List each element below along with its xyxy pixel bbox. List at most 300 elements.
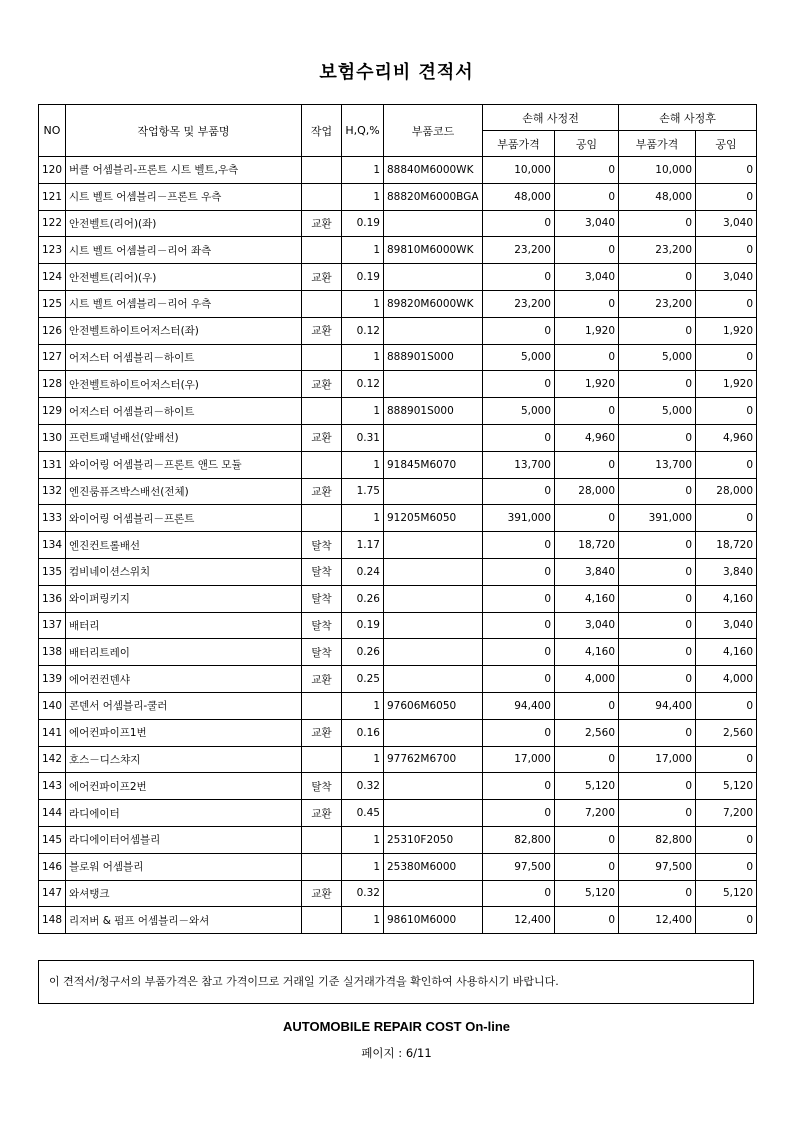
row-before-part-price: 0 bbox=[483, 210, 555, 237]
row-no: 139 bbox=[39, 666, 66, 693]
row-before-labor: 3,040 bbox=[555, 210, 619, 237]
row-before-part-price: 82,800 bbox=[483, 826, 555, 853]
row-before-labor: 4,000 bbox=[555, 666, 619, 693]
row-after-part-price: 5,000 bbox=[619, 398, 696, 425]
row-before-labor: 0 bbox=[555, 826, 619, 853]
row-item-name: 에어컨컨덴샤 bbox=[66, 666, 302, 693]
row-work-type bbox=[302, 451, 342, 478]
row-no: 140 bbox=[39, 692, 66, 719]
row-before-part-price: 0 bbox=[483, 478, 555, 505]
row-after-part-price: 17,000 bbox=[619, 746, 696, 773]
row-before-part-price: 0 bbox=[483, 880, 555, 907]
row-after-part-price: 0 bbox=[619, 210, 696, 237]
row-part-code: 888901S000 bbox=[384, 344, 483, 371]
row-before-labor: 4,160 bbox=[555, 585, 619, 612]
row-hq: 1 bbox=[342, 826, 384, 853]
row-work-type: 탈착 bbox=[302, 639, 342, 666]
row-before-labor: 4,160 bbox=[555, 639, 619, 666]
row-item-name: 프런트패널배선(앞배선) bbox=[66, 424, 302, 451]
row-work-type: 탈착 bbox=[302, 612, 342, 639]
row-hq: 0.32 bbox=[342, 773, 384, 800]
row-after-labor: 3,040 bbox=[696, 612, 757, 639]
row-after-labor: 5,120 bbox=[696, 880, 757, 907]
row-after-part-price: 10,000 bbox=[619, 157, 696, 184]
row-work-type: 탈착 bbox=[302, 585, 342, 612]
row-no: 138 bbox=[39, 639, 66, 666]
row-hq: 1.75 bbox=[342, 478, 384, 505]
row-no: 142 bbox=[39, 746, 66, 773]
row-after-labor: 3,040 bbox=[696, 210, 757, 237]
table-row bbox=[39, 907, 757, 934]
row-hq: 0.24 bbox=[342, 558, 384, 585]
row-after-labor: 0 bbox=[696, 907, 757, 934]
row-hq: 1 bbox=[342, 344, 384, 371]
row-before-part-price: 23,200 bbox=[483, 290, 555, 317]
row-work-type: 교환 bbox=[302, 371, 342, 398]
table-row bbox=[39, 853, 757, 880]
row-after-labor: 4,000 bbox=[696, 666, 757, 693]
table-row bbox=[39, 344, 757, 371]
row-after-labor: 0 bbox=[696, 746, 757, 773]
row-work-type bbox=[302, 237, 342, 264]
row-hq: 1 bbox=[342, 692, 384, 719]
row-no: 146 bbox=[39, 853, 66, 880]
header-code: 부품코드 bbox=[384, 105, 483, 157]
row-part-code bbox=[384, 317, 483, 344]
row-after-labor: 0 bbox=[696, 157, 757, 184]
table-row bbox=[39, 505, 757, 532]
row-after-part-price: 0 bbox=[619, 371, 696, 398]
row-part-code: 91845M6070 bbox=[384, 451, 483, 478]
row-item-name: 배터리 bbox=[66, 612, 302, 639]
estimate-table bbox=[38, 104, 757, 934]
row-work-type: 탈착 bbox=[302, 558, 342, 585]
row-before-part-price: 0 bbox=[483, 773, 555, 800]
table-row bbox=[39, 317, 757, 344]
row-before-labor: 0 bbox=[555, 398, 619, 425]
row-work-type bbox=[302, 344, 342, 371]
row-part-code: 89820M6000WK bbox=[384, 290, 483, 317]
row-no: 126 bbox=[39, 317, 66, 344]
row-after-part-price: 5,000 bbox=[619, 344, 696, 371]
row-after-labor: 7,200 bbox=[696, 800, 757, 827]
header-after-labor: 공임 bbox=[696, 131, 757, 157]
table-row bbox=[39, 666, 757, 693]
table-row bbox=[39, 558, 757, 585]
table-row bbox=[39, 210, 757, 237]
table-header bbox=[39, 105, 757, 157]
row-before-labor: 0 bbox=[555, 692, 619, 719]
row-before-labor: 28,000 bbox=[555, 478, 619, 505]
row-part-code: 91205M6050 bbox=[384, 505, 483, 532]
row-hq: 1 bbox=[342, 505, 384, 532]
header-no: NO bbox=[39, 105, 66, 157]
row-hq: 0.31 bbox=[342, 424, 384, 451]
row-item-name: 와이어링 어셈블리－프론트 앤드 모듈 bbox=[66, 451, 302, 478]
row-before-labor: 0 bbox=[555, 237, 619, 264]
row-item-name: 안전벨트하이트어저스터(좌) bbox=[66, 317, 302, 344]
row-part-code bbox=[384, 558, 483, 585]
row-work-type: 교환 bbox=[302, 317, 342, 344]
row-after-part-price: 0 bbox=[619, 585, 696, 612]
row-item-name: 콘덴서 어셈블리-쿨러 bbox=[66, 692, 302, 719]
table-row bbox=[39, 424, 757, 451]
header-before-assessment: 손해 사정전 bbox=[483, 105, 619, 131]
table-row bbox=[39, 237, 757, 264]
header-item: 작업항목 및 부품명 bbox=[66, 105, 302, 157]
row-no: 131 bbox=[39, 451, 66, 478]
row-hq: 0.19 bbox=[342, 264, 384, 291]
row-before-labor: 0 bbox=[555, 183, 619, 210]
table-row bbox=[39, 157, 757, 184]
table-row bbox=[39, 800, 757, 827]
row-before-part-price: 0 bbox=[483, 532, 555, 559]
row-work-type: 교환 bbox=[302, 264, 342, 291]
row-before-labor: 5,120 bbox=[555, 773, 619, 800]
row-after-part-price: 0 bbox=[619, 719, 696, 746]
row-work-type: 교환 bbox=[302, 478, 342, 505]
row-hq: 0.25 bbox=[342, 666, 384, 693]
row-before-part-price: 0 bbox=[483, 666, 555, 693]
row-item-name: 배터리트레이 bbox=[66, 639, 302, 666]
row-item-name: 블로워 어셈블리 bbox=[66, 853, 302, 880]
table-row bbox=[39, 692, 757, 719]
row-item-name: 에어컨파이프2번 bbox=[66, 773, 302, 800]
row-before-labor: 7,200 bbox=[555, 800, 619, 827]
row-no: 128 bbox=[39, 371, 66, 398]
row-no: 127 bbox=[39, 344, 66, 371]
row-item-name: 안전벨트(리어)(우) bbox=[66, 264, 302, 291]
row-before-part-price: 48,000 bbox=[483, 183, 555, 210]
table-row bbox=[39, 585, 757, 612]
row-after-part-price: 23,200 bbox=[619, 290, 696, 317]
row-hq: 1 bbox=[342, 290, 384, 317]
row-item-name: 컴비네이션스위치 bbox=[66, 558, 302, 585]
row-part-code: 25310F2050 bbox=[384, 826, 483, 853]
row-work-type: 교환 bbox=[302, 719, 342, 746]
row-no: 130 bbox=[39, 424, 66, 451]
row-before-part-price: 0 bbox=[483, 612, 555, 639]
row-after-part-price: 0 bbox=[619, 558, 696, 585]
row-before-part-price: 97,500 bbox=[483, 853, 555, 880]
table-row bbox=[39, 290, 757, 317]
row-part-code bbox=[384, 666, 483, 693]
table-row bbox=[39, 478, 757, 505]
header-before-part-price: 부품가격 bbox=[483, 131, 555, 157]
row-part-code bbox=[384, 880, 483, 907]
row-hq: 1 bbox=[342, 183, 384, 210]
row-no: 124 bbox=[39, 264, 66, 291]
table-row bbox=[39, 880, 757, 907]
row-after-labor: 0 bbox=[696, 290, 757, 317]
header-before-labor: 공임 bbox=[555, 131, 619, 157]
row-after-labor: 18,720 bbox=[696, 532, 757, 559]
row-item-name: 어저스터 어셈블리－하이트 bbox=[66, 344, 302, 371]
row-after-part-price: 391,000 bbox=[619, 505, 696, 532]
row-before-part-price: 0 bbox=[483, 317, 555, 344]
row-before-part-price: 12,400 bbox=[483, 907, 555, 934]
row-after-part-price: 82,800 bbox=[619, 826, 696, 853]
header-after-part-price: 부품가격 bbox=[619, 131, 696, 157]
row-no: 148 bbox=[39, 907, 66, 934]
price-notice: 이 견적서/청구서의 부품가격은 참고 가격이므로 거래일 기준 실거래가격을 확인하여 사용하시기 바랍니다. bbox=[38, 960, 754, 1004]
row-hq: 1 bbox=[342, 451, 384, 478]
row-after-labor: 2,560 bbox=[696, 719, 757, 746]
row-hq: 0.45 bbox=[342, 800, 384, 827]
row-hq: 0.19 bbox=[342, 612, 384, 639]
row-after-labor: 0 bbox=[696, 692, 757, 719]
row-before-labor: 4,960 bbox=[555, 424, 619, 451]
row-after-part-price: 12,400 bbox=[619, 907, 696, 934]
row-before-labor: 0 bbox=[555, 505, 619, 532]
row-work-type bbox=[302, 692, 342, 719]
table-row bbox=[39, 746, 757, 773]
row-before-labor: 0 bbox=[555, 853, 619, 880]
table-row bbox=[39, 264, 757, 291]
row-part-code bbox=[384, 532, 483, 559]
row-after-labor: 0 bbox=[696, 853, 757, 880]
row-hq: 1.17 bbox=[342, 532, 384, 559]
row-before-part-price: 0 bbox=[483, 371, 555, 398]
row-item-name: 리저버 & 펌프 어셈블리－와셔 bbox=[66, 907, 302, 934]
row-no: 122 bbox=[39, 210, 66, 237]
row-after-labor: 4,960 bbox=[696, 424, 757, 451]
row-before-part-price: 0 bbox=[483, 585, 555, 612]
row-after-part-price: 0 bbox=[619, 317, 696, 344]
row-after-part-price: 0 bbox=[619, 800, 696, 827]
row-work-type: 교환 bbox=[302, 880, 342, 907]
row-after-part-price: 94,400 bbox=[619, 692, 696, 719]
table-row bbox=[39, 371, 757, 398]
row-item-name: 안전벨트하이트어저스터(우) bbox=[66, 371, 302, 398]
row-after-labor: 0 bbox=[696, 344, 757, 371]
row-work-type: 교환 bbox=[302, 424, 342, 451]
row-after-labor: 28,000 bbox=[696, 478, 757, 505]
row-part-code bbox=[384, 719, 483, 746]
row-part-code: 97762M6700 bbox=[384, 746, 483, 773]
row-no: 129 bbox=[39, 398, 66, 425]
row-before-labor: 1,920 bbox=[555, 317, 619, 344]
row-before-part-price: 23,200 bbox=[483, 237, 555, 264]
row-before-part-price: 0 bbox=[483, 558, 555, 585]
row-before-labor: 5,120 bbox=[555, 880, 619, 907]
row-hq: 1 bbox=[342, 907, 384, 934]
row-part-code bbox=[384, 585, 483, 612]
row-part-code bbox=[384, 424, 483, 451]
table-row bbox=[39, 826, 757, 853]
row-item-name: 와이어링 어셈블리－프론트 bbox=[66, 505, 302, 532]
header-work: 작업 bbox=[302, 105, 342, 157]
row-after-labor: 4,160 bbox=[696, 585, 757, 612]
row-after-labor: 3,040 bbox=[696, 264, 757, 291]
page-number: 페이지 : 6/11 bbox=[361, 1046, 432, 1060]
row-after-labor: 1,920 bbox=[696, 317, 757, 344]
row-after-part-price: 0 bbox=[619, 880, 696, 907]
row-before-part-price: 13,700 bbox=[483, 451, 555, 478]
row-no: 123 bbox=[39, 237, 66, 264]
row-before-part-price: 5,000 bbox=[483, 344, 555, 371]
row-hq: 0.12 bbox=[342, 371, 384, 398]
row-after-labor: 0 bbox=[696, 451, 757, 478]
row-before-part-price: 5,000 bbox=[483, 398, 555, 425]
row-work-type bbox=[302, 907, 342, 934]
row-item-name: 와이퍼링키지 bbox=[66, 585, 302, 612]
row-before-labor: 0 bbox=[555, 157, 619, 184]
row-before-part-price: 94,400 bbox=[483, 692, 555, 719]
table-body bbox=[39, 157, 757, 934]
row-part-code bbox=[384, 773, 483, 800]
table-row bbox=[39, 183, 757, 210]
row-work-type bbox=[302, 746, 342, 773]
row-before-labor: 0 bbox=[555, 344, 619, 371]
row-part-code bbox=[384, 800, 483, 827]
row-item-name: 와셔탱크 bbox=[66, 880, 302, 907]
row-work-type bbox=[302, 505, 342, 532]
row-after-labor: 0 bbox=[696, 237, 757, 264]
row-part-code: 888901S000 bbox=[384, 398, 483, 425]
row-hq: 1 bbox=[342, 746, 384, 773]
row-part-code bbox=[384, 210, 483, 237]
row-part-code bbox=[384, 478, 483, 505]
row-no: 137 bbox=[39, 612, 66, 639]
row-item-name: 어저스터 어셈블리－하이트 bbox=[66, 398, 302, 425]
row-hq: 0.16 bbox=[342, 719, 384, 746]
row-after-part-price: 0 bbox=[619, 639, 696, 666]
row-part-code: 89810M6000WK bbox=[384, 237, 483, 264]
row-item-name: 엔진컨트롤배선 bbox=[66, 532, 302, 559]
row-no: 132 bbox=[39, 478, 66, 505]
row-before-labor: 3,840 bbox=[555, 558, 619, 585]
row-no: 136 bbox=[39, 585, 66, 612]
table-row bbox=[39, 612, 757, 639]
row-item-name: 호스－디스챠지 bbox=[66, 746, 302, 773]
row-before-part-price: 17,000 bbox=[483, 746, 555, 773]
row-after-labor: 0 bbox=[696, 505, 757, 532]
row-hq: 0.12 bbox=[342, 317, 384, 344]
row-before-part-price: 10,000 bbox=[483, 157, 555, 184]
row-before-labor: 3,040 bbox=[555, 264, 619, 291]
row-no: 135 bbox=[39, 558, 66, 585]
row-part-code: 88840M6000WK bbox=[384, 157, 483, 184]
table-row bbox=[39, 398, 757, 425]
row-hq: 1 bbox=[342, 398, 384, 425]
row-after-part-price: 0 bbox=[619, 478, 696, 505]
row-work-type bbox=[302, 183, 342, 210]
row-part-code: 88820M6000BGA bbox=[384, 183, 483, 210]
row-part-code: 25380M6000 bbox=[384, 853, 483, 880]
row-part-code: 98610M6000 bbox=[384, 907, 483, 934]
row-after-part-price: 0 bbox=[619, 773, 696, 800]
row-after-labor: 4,160 bbox=[696, 639, 757, 666]
table-row bbox=[39, 451, 757, 478]
row-before-labor: 2,560 bbox=[555, 719, 619, 746]
row-item-name: 라디에이터 bbox=[66, 800, 302, 827]
header-after-assessment: 손해 사정후 bbox=[619, 105, 757, 131]
table-row bbox=[39, 719, 757, 746]
row-after-part-price: 13,700 bbox=[619, 451, 696, 478]
row-after-labor: 5,120 bbox=[696, 773, 757, 800]
row-work-type bbox=[302, 398, 342, 425]
row-hq: 0.19 bbox=[342, 210, 384, 237]
row-before-labor: 0 bbox=[555, 451, 619, 478]
header-hq: H,Q,% bbox=[342, 105, 384, 157]
row-hq: 0.32 bbox=[342, 880, 384, 907]
row-before-labor: 1,920 bbox=[555, 371, 619, 398]
row-after-part-price: 0 bbox=[619, 424, 696, 451]
row-no: 141 bbox=[39, 719, 66, 746]
table-row bbox=[39, 532, 757, 559]
row-part-code bbox=[384, 639, 483, 666]
row-after-part-price: 23,200 bbox=[619, 237, 696, 264]
row-no: 134 bbox=[39, 532, 66, 559]
table-row bbox=[39, 639, 757, 666]
row-after-part-price: 0 bbox=[619, 532, 696, 559]
row-before-part-price: 0 bbox=[483, 424, 555, 451]
row-work-type bbox=[302, 157, 342, 184]
row-after-part-price: 0 bbox=[619, 612, 696, 639]
row-work-type: 교환 bbox=[302, 666, 342, 693]
row-work-type bbox=[302, 826, 342, 853]
row-part-code: 97606M6050 bbox=[384, 692, 483, 719]
row-part-code bbox=[384, 264, 483, 291]
row-work-type: 교환 bbox=[302, 210, 342, 237]
row-no: 133 bbox=[39, 505, 66, 532]
row-before-labor: 18,720 bbox=[555, 532, 619, 559]
row-no: 144 bbox=[39, 800, 66, 827]
row-before-part-price: 0 bbox=[483, 264, 555, 291]
row-after-labor: 0 bbox=[696, 826, 757, 853]
row-after-labor: 1,920 bbox=[696, 371, 757, 398]
row-item-name: 안전벨트(리어)(좌) bbox=[66, 210, 302, 237]
row-before-labor: 3,040 bbox=[555, 612, 619, 639]
footer-brand: AUTOMOBILE REPAIR COST On-line bbox=[282, 1019, 511, 1034]
row-no: 125 bbox=[39, 290, 66, 317]
row-part-code bbox=[384, 371, 483, 398]
row-before-labor: 0 bbox=[555, 746, 619, 773]
row-hq: 0.26 bbox=[342, 585, 384, 612]
row-work-type bbox=[302, 853, 342, 880]
document-title: 보험수리비 견적서 bbox=[319, 62, 474, 83]
row-hq: 1 bbox=[342, 157, 384, 184]
row-work-type: 탈착 bbox=[302, 773, 342, 800]
row-after-labor: 0 bbox=[696, 398, 757, 425]
table-row bbox=[39, 773, 757, 800]
row-hq: 0.26 bbox=[342, 639, 384, 666]
row-before-labor: 0 bbox=[555, 907, 619, 934]
row-after-part-price: 48,000 bbox=[619, 183, 696, 210]
row-after-part-price: 0 bbox=[619, 666, 696, 693]
row-item-name: 에어컨파이프1번 bbox=[66, 719, 302, 746]
row-no: 121 bbox=[39, 183, 66, 210]
row-before-part-price: 0 bbox=[483, 639, 555, 666]
row-no: 143 bbox=[39, 773, 66, 800]
row-after-labor: 0 bbox=[696, 183, 757, 210]
row-before-labor: 0 bbox=[555, 290, 619, 317]
row-part-code bbox=[384, 612, 483, 639]
row-hq: 1 bbox=[342, 853, 384, 880]
row-no: 147 bbox=[39, 880, 66, 907]
row-item-name: 시트 벨트 어셈블리－리어 우측 bbox=[66, 290, 302, 317]
row-item-name: 라디에이터어셈블리 bbox=[66, 826, 302, 853]
row-before-part-price: 0 bbox=[483, 719, 555, 746]
row-work-type: 교환 bbox=[302, 800, 342, 827]
row-before-part-price: 0 bbox=[483, 800, 555, 827]
row-item-name: 엔진룸퓨즈박스배선(전체) bbox=[66, 478, 302, 505]
row-work-type: 탈착 bbox=[302, 532, 342, 559]
row-before-part-price: 391,000 bbox=[483, 505, 555, 532]
row-item-name: 버클 어셈블리-프론트 시트 벨트,우측 bbox=[66, 157, 302, 184]
row-after-labor: 3,840 bbox=[696, 558, 757, 585]
